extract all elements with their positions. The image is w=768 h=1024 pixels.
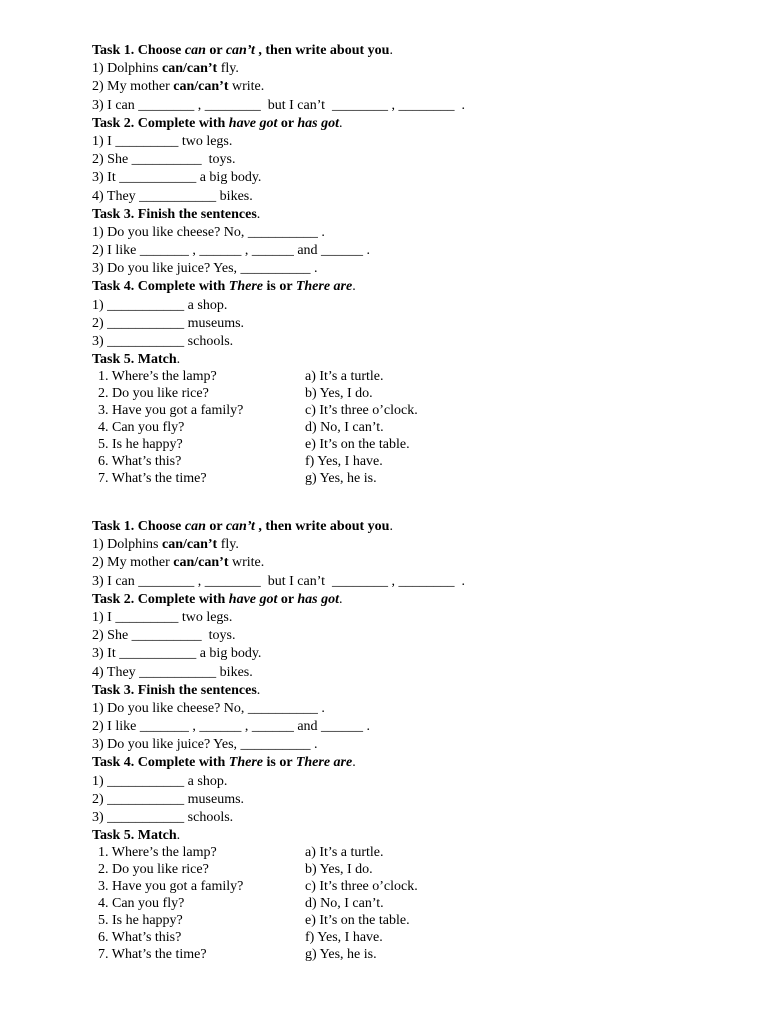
task4-line: 3) ___________ schools.: [92, 334, 234, 349]
task2-line: 1) I _________ two legs.: [92, 133, 233, 149]
task1-line-3: 3) I can ________ , ________ but I can’t ________ , ________ .: [92, 573, 466, 589]
match-answer: a) It’s a turtle.: [305, 369, 384, 385]
task2-line: 2) She __________ toys.: [92, 628, 236, 644]
match-row: [92, 947, 712, 964]
task4-line: 1) ___________ a shop.: [92, 297, 228, 313]
task3-line: 1) Do you like cheese? No, __________ .: [92, 700, 325, 716]
match-answer: g) Yes, he is.: [305, 470, 377, 486]
match-question: 6. What’s this?: [98, 929, 182, 945]
task1-line-2: 2) My mother can/can’t write.: [92, 79, 265, 95]
worksheet-copy-2: [92, 518, 712, 964]
match-row: [92, 437, 712, 454]
match-row: [92, 862, 712, 879]
task4-line: 2) ___________ museums.: [92, 315, 245, 331]
match-question: 6. What’s this?: [98, 453, 182, 469]
task3-line: 3) Do you like juice? Yes, __________ .: [92, 261, 318, 277]
task2-heading: Task 2. Complete with have got or has got.: [92, 115, 343, 131]
task3-line: 2) I like _______ , ______ , ______ and ______ .: [92, 243, 371, 259]
match-answer: e) It’s on the table.: [305, 912, 410, 928]
task1-line-3: 3) I can ________ , ________ but I can’t ________ , ________ .: [92, 97, 466, 113]
match-row: [92, 369, 712, 386]
match-answer: e) It’s on the table.: [305, 436, 410, 452]
match-question: 2. Do you like rice?: [98, 862, 209, 878]
match-answer: d) No, I can’t.: [305, 420, 384, 436]
match-row: [92, 420, 712, 437]
match-answer: b) Yes, I do.: [305, 862, 373, 878]
task4-line: 3) ___________ schools.: [92, 810, 234, 825]
task3-line: 2) I like _______ , ______ , ______ and ______ .: [92, 719, 371, 735]
task2-heading: Task 2. Complete with have got or has got.: [92, 591, 343, 607]
match-row: [92, 845, 712, 862]
match-row: [92, 403, 712, 420]
match-answer: g) Yes, he is.: [305, 946, 377, 962]
match-question: 7. What’s the time?: [98, 470, 207, 486]
task3-heading: Task 3. Finish the sentences.: [92, 206, 261, 222]
match-row: [92, 454, 712, 471]
task1-line-2: 2) My mother can/can’t write.: [92, 555, 265, 571]
match-row: [92, 930, 712, 947]
match-row: [92, 386, 712, 403]
match-row: [92, 913, 712, 930]
task2-line: 1) I _________ two legs.: [92, 609, 233, 625]
match-question: 4. Can you fly?: [98, 896, 185, 912]
task3-heading: Task 3. Finish the sentences.: [92, 682, 261, 698]
task4-heading: Task 4. Complete with There is or There are.: [92, 279, 356, 295]
match-answer: f) Yes, I have.: [305, 453, 383, 469]
match-answer: c) It’s three o’clock.: [305, 879, 418, 895]
match-answer: d) No, I can’t.: [305, 896, 384, 912]
task1-line-1: 1) Dolphins can/can’t fly.: [92, 537, 239, 553]
match-answer: c) It’s three o’clock.: [305, 403, 418, 419]
task5-heading: Task 5. Match.: [92, 352, 181, 368]
task4-line: 1) ___________ a shop.: [92, 773, 228, 789]
match-question: 7. What’s the time?: [98, 946, 207, 962]
match-answer: a) It’s a turtle.: [305, 845, 384, 861]
task2-line: 2) She __________ toys.: [92, 152, 236, 168]
match-question: 2. Do you like rice?: [98, 386, 209, 402]
match-answer: b) Yes, I do.: [305, 386, 373, 402]
worksheet-copy-1: [92, 42, 712, 488]
task2-line: 4) They ___________ bikes.: [92, 188, 253, 204]
task4-heading: Task 4. Complete with There is or There are.: [92, 755, 356, 771]
match-question: 4. Can you fly?: [98, 420, 185, 436]
task2-line: 3) It ___________ a big body.: [92, 170, 262, 186]
match-question: 3. Have you got a family?: [98, 403, 244, 419]
match-question: 5. Is he happy?: [98, 436, 183, 452]
task5-heading: Task 5. Match.: [92, 828, 181, 844]
task4-line: 2) ___________ museums.: [92, 791, 245, 807]
match-question: 3. Have you got a family?: [98, 879, 244, 895]
task1-heading: Task 1. Choose can or can’t , then write about you.: [92, 519, 393, 534]
task3-line: 1) Do you like cheese? No, __________ .: [92, 224, 325, 240]
task2-line: 3) It ___________ a big body.: [92, 646, 262, 662]
match-question: 5. Is he happy?: [98, 912, 183, 928]
task1-heading: Task 1. Choose can or can’t , then write about you.: [92, 43, 393, 58]
match-row: [92, 471, 712, 488]
match-row: [92, 879, 712, 896]
match-answer: f) Yes, I have.: [305, 929, 383, 945]
task2-line: 4) They ___________ bikes.: [92, 664, 253, 680]
match-question: 1. Where’s the lamp?: [98, 369, 217, 385]
match-question: 1. Where’s the lamp?: [98, 845, 217, 861]
match-row: [92, 896, 712, 913]
task1-line-1: 1) Dolphins can/can’t fly.: [92, 61, 239, 77]
task3-line: 3) Do you like juice? Yes, __________ .: [92, 737, 318, 753]
